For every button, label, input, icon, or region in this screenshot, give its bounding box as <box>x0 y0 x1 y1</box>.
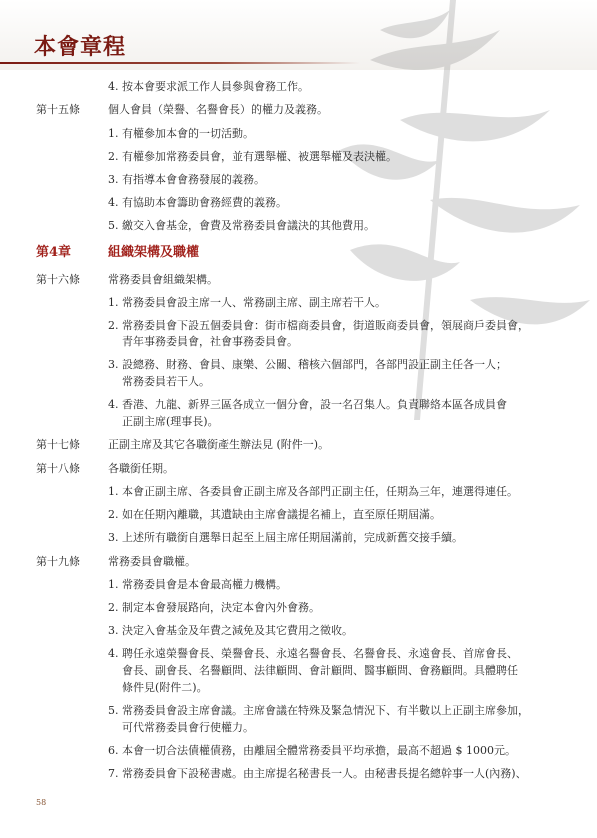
line-text: 正副主席(理事長)。 <box>108 415 219 428</box>
line-text: 5. 繳交入會基金，會費及常務委員會議決的其他費用。 <box>108 219 375 232</box>
line-text: 正副主席及其它各職銜產生辦法見 (附件一)。 <box>108 438 330 451</box>
line-text: 會長、副會長、名譽顧問、法律顧問、會計顧問、醫事顧問、會務顧問。具體聘任 <box>108 664 518 677</box>
line-text: 青年事務委員會，社會事務委員會。 <box>108 335 298 348</box>
line-text: 可代常務委員會行使權力。 <box>108 721 254 734</box>
line-text: 4. 聘任永遠榮譽會長、榮譽會長、永遠名譽會長、名譽會長、永遠會長、首席會長、 <box>108 647 518 660</box>
article-label: 第十八條 <box>36 462 80 475</box>
line-text: 常務委員會組織架構。 <box>108 273 218 286</box>
article-label: 第十七條 <box>36 438 80 451</box>
line-text: 1. 本會正副主席、各委員會正副主席及各部門正副主任，任期為三年，連選得連任。 <box>108 485 518 498</box>
line-text: 3. 有指導本會會務發展的義務。 <box>108 173 265 186</box>
line-text: 7. 常務委員會下設秘書處。由主席提名秘書長一人。由秘書長提名總幹事一人(內務)、 <box>108 767 527 780</box>
line-text: 1. 常務委員會是本會最高權力機構。 <box>108 578 287 591</box>
line-text: 2. 有權參加常務委員會，並有選舉權、被選舉權及表決權。 <box>108 150 397 163</box>
article-label: 第十五條 <box>36 103 80 116</box>
line-text: 常務委員若干人。 <box>108 375 210 388</box>
line-text: 4. 香港、九龍、新界三區各成立一個分會，設一名召集人。負責聯絡本區各成員會 <box>108 398 507 411</box>
article-label: 第十六條 <box>36 273 80 286</box>
line-text: 3. 決定入會基金及年費之減免及其它費用之徵收。 <box>108 624 353 637</box>
page-number: 58 <box>36 798 47 807</box>
line-text: 2. 如在任期內離職，其遺缺由主席會議提名補上，直至原任期屆滿。 <box>108 508 441 521</box>
page-title: 本會章程 <box>34 34 127 60</box>
line-text: 4. 有協助本會籌助會務經費的義務。 <box>108 196 287 209</box>
line-text: 常務委員會職權。 <box>108 555 196 568</box>
line-text: 5. 常務委員會設主席會議。主席會議在特殊及緊急情況下、有半數以上正副主席參加， <box>108 704 529 717</box>
line-text: 6. 本會一切合法債權債務，由離屆全體常務委員平均承擔，最高不超過 $ 1000元。 <box>108 744 516 757</box>
line-text: 2. 常務委員會下設五個委員會：街市檔商委員會，街道販商委員會，領展商戶委員會， <box>108 319 529 332</box>
line-text: 3. 設總務、財務、會員、康樂、公關、稽核六個部門，各部門設正副主任各一人； <box>108 358 507 371</box>
line-text: 個人會員（榮譽、名譽會長）的權力及義務。 <box>108 103 328 116</box>
line-text: 各職銜任期。 <box>108 462 174 475</box>
chapter-title: 組織架構及職權 <box>108 245 200 260</box>
line-text: 2. 制定本會發展路向，決定本會內外會務。 <box>108 601 320 614</box>
line-text: 3. 上述所有職銜自選舉日起至上屆主席任期屆滿前，完成新舊交接手續。 <box>108 531 463 544</box>
line-text: 1. 有權參加本會的一切活動。 <box>108 127 254 140</box>
chapter-number: 第4章 <box>36 245 72 260</box>
article-label: 第十九條 <box>36 555 80 568</box>
line-text: 條件見(附件二)。 <box>108 681 208 694</box>
line-text: 4. 按本會要求派工作人員參與會務工作。 <box>108 80 309 93</box>
line-text: 1. 常務委員會設主席一人、常務副主席、副主席若干人。 <box>108 296 386 309</box>
